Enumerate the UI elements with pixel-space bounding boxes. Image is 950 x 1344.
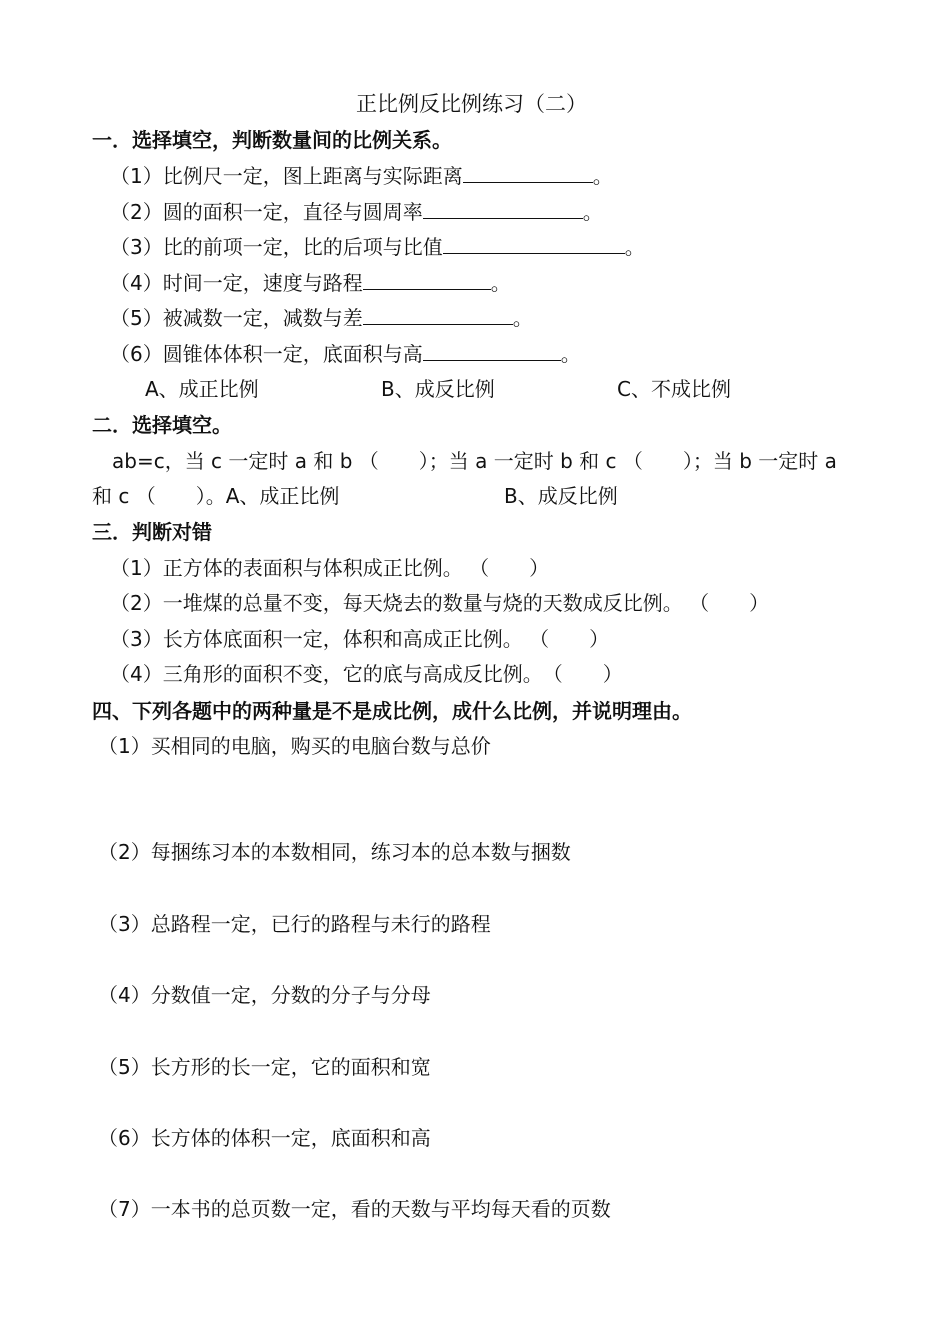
s1-question-6: [110, 342, 581, 366]
period: 。: [624, 235, 645, 259]
answer-blank[interactable]: [463, 164, 593, 183]
section-3-heading: 三．判断对错: [92, 520, 212, 544]
s4-question-2: （2）每捆练习本的本数相同，练习本的总本数与捆数: [98, 840, 571, 864]
section-1-heading: 一．选择填空，判断数量间的比例关系。: [92, 128, 452, 152]
question-text: 时间一定，速度与路程: [162, 271, 363, 295]
section-4-heading: 四、下列各题中的两种量是不是成比例，成什么比例，并说明理由。: [92, 699, 692, 723]
s3-question-1: （1）正方体的表面积与体积成正比例。 （ ）: [110, 556, 550, 580]
s4-question-6: （6）长方体的体积一定，底面积和高: [98, 1126, 431, 1150]
period: 。: [582, 200, 603, 224]
period: 。: [560, 342, 581, 366]
s1-question-5: [110, 306, 533, 330]
option-a: A、成正比例: [145, 377, 259, 401]
question-number: （4）: [110, 271, 163, 295]
s3-question-2: （2）一堆煤的总量不变，每天烧去的数量与烧的天数成反比例。 （ ）: [110, 591, 770, 615]
question-text: 被减数一定，减数与差: [162, 306, 363, 330]
option-b: B、成反比例: [381, 377, 495, 401]
answer-blank[interactable]: [423, 342, 561, 361]
answer-blank[interactable]: [363, 306, 513, 325]
question-text: 圆的面积一定，直径与圆周率: [162, 200, 423, 224]
s2-line-2: 和 c （ ）。A、成正比例: [92, 484, 340, 508]
question-text: 圆锥体体积一定，底面积与高: [162, 342, 423, 366]
period: 。: [592, 164, 613, 188]
period: 。: [490, 271, 511, 295]
question-number: （5）: [110, 306, 163, 330]
option-c: C、不成比例: [617, 377, 731, 401]
s3-question-4: （4）三角形的面积不变，它的底与高成反比例。 （ ）: [110, 662, 623, 686]
question-number: （1）: [110, 164, 163, 188]
s4-question-1: （1）买相同的电脑，购买的电脑台数与总价: [98, 734, 491, 758]
period: 。: [512, 306, 533, 330]
page-title: 正比例反比例练习（二）: [356, 92, 587, 116]
answer-blank[interactable]: [423, 200, 583, 219]
section-2-heading: 二．选择填空。: [92, 413, 232, 437]
question-number: （6）: [110, 342, 163, 366]
answer-blank[interactable]: [443, 235, 625, 254]
s3-question-3: （3）长方体底面积一定，体积和高成正比例。 （ ）: [110, 627, 610, 651]
answer-blank[interactable]: [363, 271, 491, 290]
s1-question-1: [110, 164, 613, 188]
question-number: （3）: [110, 235, 163, 259]
question-number: （2）: [110, 200, 163, 224]
s4-question-7: （7）一本书的总页数一定，看的天数与平均每天看的页数: [98, 1197, 611, 1221]
question-text: 比的前项一定，比的后项与比值: [162, 235, 443, 259]
s1-question-4: [110, 271, 511, 295]
s2-line-1: ab=c，当 c 一定时 a 和 b （ ）；当 a 一定时 b 和 c （ ）；当 b 一定时 a: [112, 449, 837, 473]
s4-question-5: （5）长方形的长一定，它的面积和宽: [98, 1055, 431, 1079]
s4-question-4: （4）分数值一定，分数的分子与分母: [98, 983, 431, 1007]
s1-question-3: [110, 235, 645, 259]
s2-option-b: B、成反比例: [504, 484, 618, 508]
s1-question-2: [110, 200, 603, 224]
s4-question-3: （3）总路程一定，已行的路程与未行的路程: [98, 912, 491, 936]
question-text: 比例尺一定，图上距离与实际距离: [162, 164, 463, 188]
